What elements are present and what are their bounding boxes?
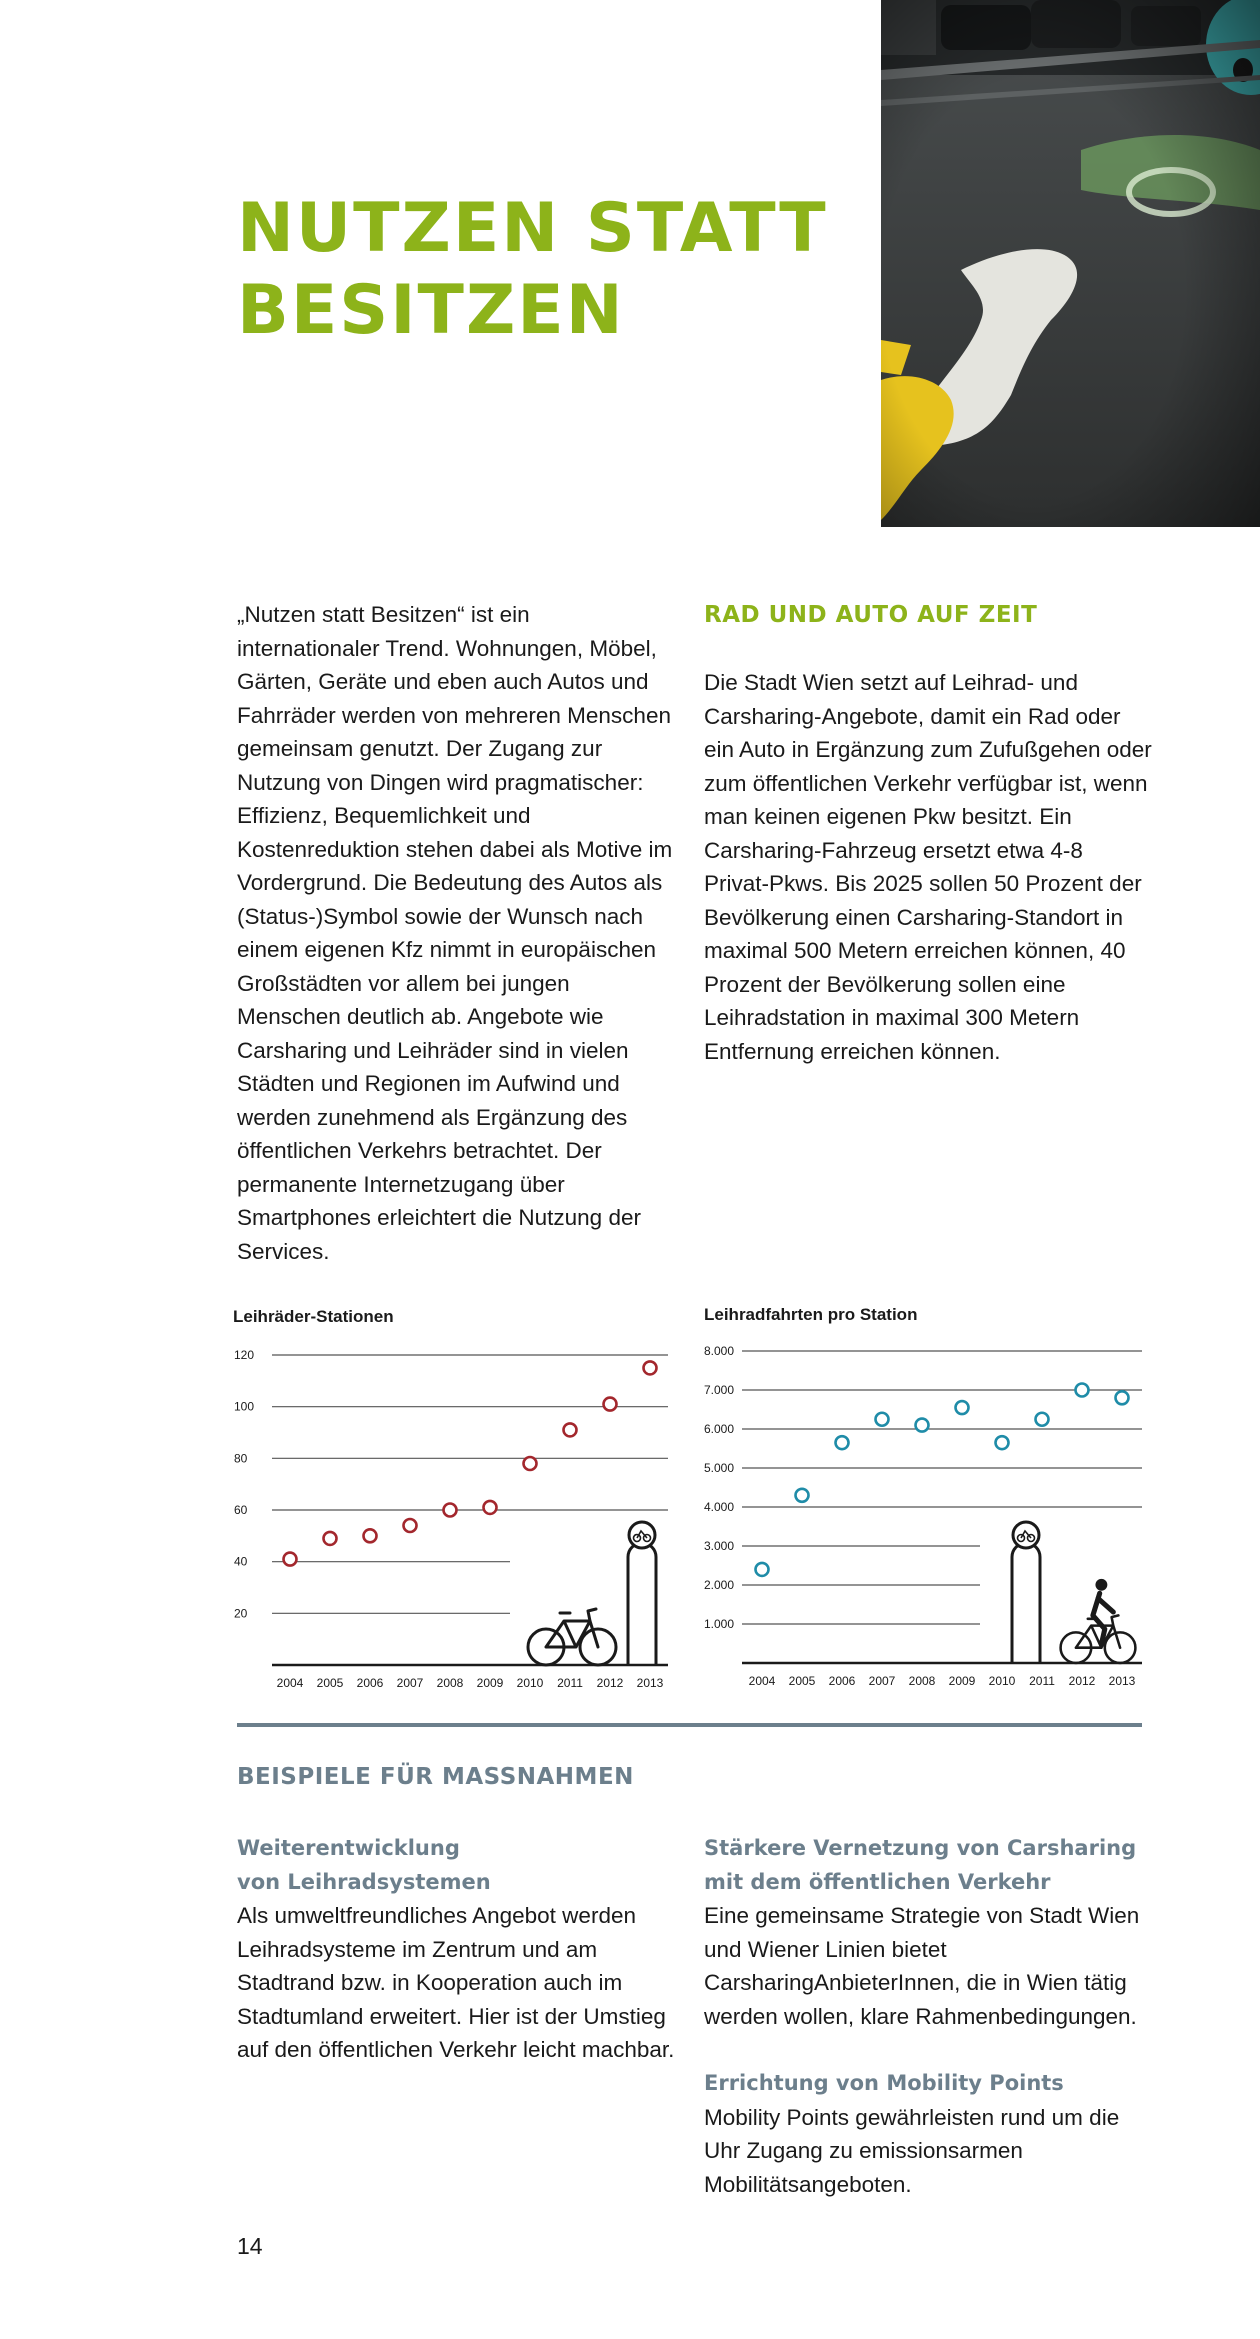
measures-heading: BEISPIELE FÜR MASSNAHMEN [237, 1764, 634, 1790]
x-tick-label: 2012 [1068, 1674, 1096, 1688]
y-tick-label: 5.000 [704, 1461, 735, 1475]
y-tick-label: 60 [234, 1503, 248, 1517]
x-tick-label: 2012 [596, 1676, 624, 1690]
y-tick-label: 3.000 [704, 1539, 735, 1553]
x-tick-label: 2013 [1108, 1674, 1136, 1688]
y-tick-label: 2.000 [704, 1578, 735, 1592]
data-point [524, 1457, 537, 1470]
data-point [324, 1532, 337, 1545]
chart-svg [230, 1305, 675, 1705]
x-tick-label: 2009 [948, 1674, 976, 1688]
side-paragraph: Die Stadt Wien setzt auf Leihrad- und Carsharing-Angebote, damit ein Rad oder ein Auto in Ergänzung zum Zufußgehen oder zum öffentlichen Verkehr verfügbar ist, wenn man keinen eigenen Pkw besitzt. Ein Carsharing-Fahrzeug ersetzt etwa 4-8 Privat-Pkws. Bis 2025 sollen 50 Prozent der Bevölkerung einen Carsharing-Standort in maximal 500 Metern erreichen können, 40 Prozent der Bevölkerung sollen eine Leihradstation in maximal 300 Metern Entfernung erreichen können. [704, 670, 1152, 1064]
bike-station-icon [628, 1522, 656, 1665]
data-point [996, 1436, 1009, 1449]
x-tick-label: 2009 [476, 1676, 504, 1690]
y-tick-label: 1.000 [704, 1617, 735, 1631]
page-number: 14 [237, 2233, 263, 2259]
street-photo [881, 0, 1260, 527]
x-tick-label: 2005 [316, 1676, 344, 1690]
data-point [564, 1423, 577, 1436]
x-tick-label: 2008 [908, 1674, 936, 1688]
side-column [704, 598, 1154, 1068]
y-tick-label: 7.000 [704, 1383, 735, 1397]
y-tick-label: 6.000 [704, 1422, 735, 1436]
x-tick-label: 2004 [276, 1676, 304, 1690]
data-point [876, 1413, 889, 1426]
x-tick-label: 2007 [868, 1674, 896, 1688]
data-point [956, 1401, 969, 1414]
measure-title-line-1: Stärkere Vernetzung von Carsharing [704, 1836, 1137, 1860]
x-tick-label: 2011 [1029, 1674, 1055, 1688]
x-tick-label: 2008 [436, 1676, 464, 1690]
bike-station-icon [1012, 1522, 1040, 1663]
title-line-1: NUTZEN STATT [237, 189, 828, 268]
y-tick-label: 100 [234, 1399, 255, 1414]
data-point [916, 1419, 929, 1432]
chart-title: Leihradfahrten pro Station [704, 1305, 918, 1324]
x-tick-label: 2005 [788, 1674, 816, 1688]
section-divider [237, 1723, 1142, 1727]
x-tick-label: 2011 [557, 1676, 583, 1690]
title-line-2: BESITZEN [237, 271, 625, 350]
data-point [404, 1519, 417, 1532]
data-point [364, 1529, 377, 1542]
data-point [1036, 1413, 1049, 1426]
y-tick-label: 4.000 [704, 1500, 735, 1514]
bicycle-icon [528, 1609, 616, 1665]
x-tick-label: 2013 [636, 1676, 664, 1690]
x-tick-label: 2006 [356, 1676, 384, 1690]
x-tick-label: 2010 [988, 1674, 1016, 1688]
y-tick-label: 8.000 [704, 1344, 735, 1358]
measure-title [237, 1832, 677, 1899]
chart-svg [700, 1305, 1160, 1705]
measure-text: Eine gemeinsame Strategie von Stadt Wien und Wiener Linien bietet CarsharingAnbieterInnen, die in Wien tätig werden wollen, klare Rahmenbedingungen. [704, 1903, 1140, 2029]
data-point [836, 1436, 849, 1449]
y-tick-label: 20 [234, 1606, 248, 1621]
intro-column [237, 598, 677, 1268]
data-point [444, 1504, 457, 1517]
x-tick-label: 2010 [516, 1676, 544, 1690]
measure-title-line-2: mit dem öffentlichen Verkehr [704, 1869, 1051, 1894]
measure-title-line-1: Weiterentwicklung [237, 1836, 460, 1860]
x-tick-label: 2006 [828, 1674, 856, 1688]
measure-mobility-points [704, 2067, 1154, 2201]
y-tick-label: 120 [234, 1348, 255, 1362]
measure-title: Errichtung von Mobility Points [704, 2071, 1064, 2095]
page-title [237, 188, 837, 352]
x-tick-label: 2004 [748, 1674, 776, 1688]
data-point [1076, 1384, 1089, 1397]
cyclist-icon [1061, 1579, 1136, 1663]
data-point [604, 1398, 617, 1411]
measure-title [704, 1832, 1154, 1899]
intro-paragraph: „Nutzen statt Besitzen“ ist ein internationaler Trend. Wohnungen, Möbel, Gärten, Geräte und eben auch Autos und Fahrräder werden von mehreren Menschen gemeinsam genutzt. Der Zugang zur Nutzung von Dingen wird pragmatischer: Effizienz, Bequemlichkeit und Kostenreduktion stehen dabei als Motive im Vordergrund. Die Bedeutung des Autos als (Status-)Symbol sowie der Wunsch nach einem eigenen Kfz nimmt in europäischen Großstädten vor allem bei jungen Menschen deutlich ab. Angebote wie Carsharing und Leihräder sind in vielen Städten und Regionen im Aufwind und werden zunehmend als Ergänzung des öffentlichen Verkehrs betrachtet. Der permanente Internetzugang über Smartphones erleichtert die Nutzung der Services. [237, 602, 673, 1264]
measure-title-line-2: von Leihradsystemen [237, 1869, 491, 1894]
data-point [1116, 1391, 1129, 1404]
y-tick-label: 40 [234, 1554, 248, 1569]
chart-title: Leihräder-Stationen [233, 1307, 394, 1326]
data-point [284, 1553, 297, 1566]
side-heading: RAD UND AUTO AUF ZEIT [704, 602, 1038, 628]
measure-leihradsysteme [237, 1832, 677, 2067]
measure-carsharing [704, 1832, 1154, 2033]
data-point [484, 1501, 497, 1514]
data-point [756, 1563, 769, 1576]
chart-leihraeder-stationen [230, 1305, 675, 1705]
data-point [796, 1489, 809, 1502]
measure-text: Mobility Points gewährleisten rund um die Uhr Zugang zu emissionsarmen Mobilitätsangeboten. [704, 2104, 1120, 2197]
x-tick-label: 2007 [396, 1676, 424, 1690]
chart-leihradfahrten-pro-station [700, 1305, 1160, 1705]
data-point [644, 1361, 657, 1374]
measure-text: Als umweltfreundliches Angebot werden Leihradsysteme im Zentrum und am Stadtrand bzw. in Kooperation auch im Stadtumland erweitert. Hier ist der Umstieg auf den öffentlichen Verkehr leicht machbar. [237, 1903, 675, 2062]
y-tick-label: 80 [234, 1451, 248, 1466]
